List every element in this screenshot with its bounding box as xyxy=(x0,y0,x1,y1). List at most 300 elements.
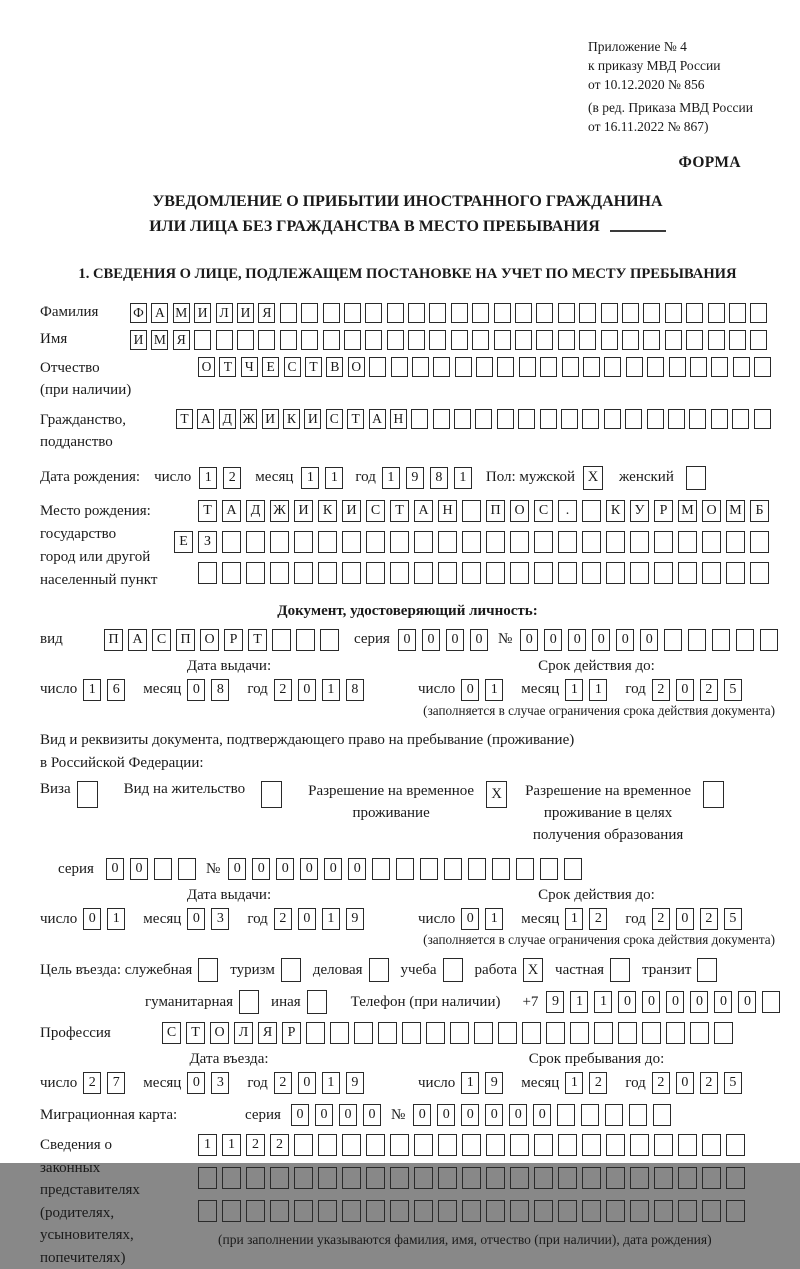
entry-day-boxes[interactable] xyxy=(83,1072,131,1094)
citizenship-boxes[interactable] xyxy=(176,409,775,429)
char-box: 0 xyxy=(298,908,316,930)
purpose-business-label: деловая xyxy=(312,961,363,978)
char-box xyxy=(270,1200,289,1222)
char-box: Н xyxy=(438,500,457,522)
section1-heading: 1. СВЕДЕНИЯ О ЛИЦЕ, ПОДЛЕЖАЩЕМ ПОСТАНОВКЕ НА УЧЕТ ПО МЕСТУ ПРЕБЫВАНИЯ xyxy=(78,265,737,282)
char-box xyxy=(604,357,621,377)
limit-note: (заполняется в случае ограничения срока действия документа) xyxy=(423,702,775,718)
char-box xyxy=(643,330,660,350)
purpose-other-checkbox[interactable] xyxy=(307,990,327,1014)
char-box: И xyxy=(130,330,147,350)
res-issue-month-boxes[interactable] xyxy=(187,908,235,930)
char-box xyxy=(726,562,745,584)
guardians-label-line: (родителях, xyxy=(40,1204,115,1221)
char-box xyxy=(390,1200,409,1222)
temp-residence-edu-line1: Разрешение на временное xyxy=(525,783,692,800)
char-box: 0 xyxy=(676,1072,694,1094)
char-box xyxy=(582,562,601,584)
char-box: И xyxy=(237,303,254,323)
char-box: Е xyxy=(262,357,279,377)
purpose-study-checkbox[interactable] xyxy=(443,958,463,982)
doc-type-label: вид xyxy=(40,631,63,648)
char-box xyxy=(378,1022,397,1044)
char-box xyxy=(154,858,172,880)
visa-checkbox[interactable] xyxy=(77,781,98,808)
purpose-humanitarian-checkbox[interactable] xyxy=(239,990,259,1014)
char-box xyxy=(342,1167,361,1189)
char-box: Н xyxy=(390,409,407,429)
char-box xyxy=(534,562,553,584)
res-issue-group xyxy=(40,908,418,930)
char-box: О xyxy=(510,500,529,522)
char-box xyxy=(294,531,313,553)
res-issue-col xyxy=(40,887,418,930)
purpose-private-label: частная xyxy=(555,961,605,978)
guardians-note: (при заполнении указываются фамилия, имя, отчество (при наличии), дата рождения) xyxy=(218,1232,712,1248)
mig-number-boxes[interactable] xyxy=(413,1104,677,1126)
res-series-boxes[interactable] xyxy=(106,858,202,880)
char-box: 5 xyxy=(724,1072,742,1094)
char-box xyxy=(630,562,649,584)
char-box xyxy=(626,357,643,377)
char-box xyxy=(330,1022,349,1044)
char-box: А xyxy=(222,500,241,522)
profession-boxes[interactable] xyxy=(162,1022,738,1044)
char-box: 1 xyxy=(461,1072,479,1094)
char-box: Ф xyxy=(130,303,147,323)
char-box xyxy=(438,1134,457,1156)
char-box xyxy=(468,858,486,880)
char-box: 1 xyxy=(301,467,319,489)
char-box xyxy=(194,330,211,350)
char-box xyxy=(711,409,728,429)
char-box xyxy=(438,562,457,584)
char-box xyxy=(665,330,682,350)
char-box xyxy=(558,1167,577,1189)
guardians-row3-boxes[interactable] xyxy=(198,1200,750,1222)
char-box xyxy=(438,1167,457,1189)
char-box: 0 xyxy=(714,991,732,1013)
char-box xyxy=(582,500,601,522)
char-box: 9 xyxy=(406,467,424,489)
surname-boxes[interactable] xyxy=(130,303,772,323)
day-label: число xyxy=(418,1074,456,1091)
birth-place-row1-boxes[interactable] xyxy=(198,500,774,522)
char-box xyxy=(702,1167,721,1189)
stay-until-group xyxy=(418,1072,775,1094)
char-box: 0 xyxy=(187,1072,205,1094)
doc-number-sign: № xyxy=(497,631,513,648)
char-box: Д xyxy=(246,500,265,522)
char-box: К xyxy=(606,500,625,522)
char-box xyxy=(270,531,289,553)
char-box: 0 xyxy=(413,1104,431,1126)
guardians-row2-boxes[interactable] xyxy=(198,1167,750,1189)
char-box xyxy=(372,858,390,880)
char-box xyxy=(246,531,265,553)
char-box: Т xyxy=(186,1022,205,1044)
char-box xyxy=(246,1167,265,1189)
char-box: З xyxy=(198,531,217,553)
char-box xyxy=(318,562,337,584)
char-box xyxy=(750,303,767,323)
char-box: 2 xyxy=(652,1072,670,1094)
char-box xyxy=(366,1167,385,1189)
char-box: 0 xyxy=(592,629,610,651)
char-box: М xyxy=(151,330,168,350)
issue-date-header: Дата выдачи: xyxy=(186,887,272,904)
entry-date-header: Дата въезда: xyxy=(189,1051,269,1068)
char-box xyxy=(318,1167,337,1189)
char-box xyxy=(558,303,575,323)
char-box: 2 xyxy=(652,908,670,930)
mig-series-boxes[interactable] xyxy=(291,1104,387,1126)
char-box: Т xyxy=(390,500,409,522)
char-box xyxy=(534,1200,553,1222)
char-box: 9 xyxy=(346,908,364,930)
char-box xyxy=(540,409,557,429)
birth-date-label: Дата рождения: xyxy=(40,469,141,486)
res-number-boxes[interactable] xyxy=(228,858,588,880)
char-box xyxy=(579,303,596,323)
char-box: 1 xyxy=(485,679,503,701)
char-box xyxy=(729,330,746,350)
doc-valid-month-boxes[interactable] xyxy=(565,679,613,701)
char-box xyxy=(402,1022,421,1044)
char-box xyxy=(270,1167,289,1189)
res-valid-month-boxes[interactable] xyxy=(565,908,613,930)
char-box: 0 xyxy=(461,1104,479,1126)
char-box: О xyxy=(210,1022,229,1044)
char-box: 0 xyxy=(339,1104,357,1126)
phone-boxes[interactable] xyxy=(546,991,786,1013)
char-box xyxy=(462,1167,481,1189)
char-box xyxy=(647,409,664,429)
char-box xyxy=(390,531,409,553)
char-box: 0 xyxy=(470,629,488,651)
valid-until-header: Срок действия до: xyxy=(538,657,655,674)
year-label: год xyxy=(625,681,646,698)
char-box xyxy=(451,303,468,323)
char-box: 0 xyxy=(252,858,270,880)
char-box xyxy=(294,1200,313,1222)
month-label: месяц xyxy=(521,1074,560,1091)
guardians-label-line: Сведения о xyxy=(40,1137,112,1154)
birth-place-row2-boxes[interactable] xyxy=(174,531,774,553)
doc-valid-day-boxes[interactable] xyxy=(461,679,509,701)
char-box: 2 xyxy=(270,1134,289,1156)
char-box xyxy=(726,1167,745,1189)
guardians-label-line: законных xyxy=(40,1159,101,1176)
res-valid-year-boxes[interactable] xyxy=(652,908,748,930)
month-label: месяц xyxy=(143,1074,182,1091)
revision-line: (в ред. Приказа МВД России xyxy=(588,99,753,115)
entry-month-boxes[interactable] xyxy=(187,1072,235,1094)
char-box: О xyxy=(200,629,219,651)
char-box xyxy=(414,1134,433,1156)
char-box xyxy=(414,1200,433,1222)
purpose-row2 xyxy=(145,990,775,1014)
char-box xyxy=(562,357,579,377)
residence-doc-line1: Вид и реквизиты документа, подтверждающего право на пребывание (проживание) xyxy=(40,731,575,748)
char-box xyxy=(408,303,425,323)
char-box: 9 xyxy=(485,1072,503,1094)
char-box xyxy=(604,409,621,429)
char-box xyxy=(601,330,618,350)
char-box xyxy=(678,1134,697,1156)
char-box: М xyxy=(678,500,697,522)
purpose-transit-label: транзит xyxy=(642,961,692,978)
purpose-official-checkbox[interactable] xyxy=(198,958,218,982)
char-box xyxy=(540,858,558,880)
citizenship-label-line1: Гражданство, xyxy=(40,411,127,428)
char-box: Ж xyxy=(270,500,289,522)
char-box xyxy=(582,409,599,429)
stay-year-boxes[interactable] xyxy=(652,1072,748,1094)
guardians-row1-boxes[interactable] xyxy=(198,1134,750,1156)
char-box xyxy=(516,858,534,880)
char-box: 0 xyxy=(676,679,694,701)
birth-place-label-line: государство xyxy=(40,525,117,542)
char-box xyxy=(414,1167,433,1189)
char-box: 1 xyxy=(382,467,400,489)
char-box xyxy=(534,1167,553,1189)
month-label: месяц xyxy=(143,910,182,927)
res-number-sign: № xyxy=(205,860,221,877)
char-box xyxy=(762,991,780,1013)
char-box: 0 xyxy=(738,991,756,1013)
char-box xyxy=(237,330,254,350)
year-label: год xyxy=(355,469,376,486)
res-valid-day-boxes[interactable] xyxy=(461,908,509,930)
char-box xyxy=(426,1022,445,1044)
char-box: И xyxy=(194,303,211,323)
char-box xyxy=(702,562,721,584)
char-box xyxy=(387,303,404,323)
char-box: 6 xyxy=(107,679,125,701)
char-box xyxy=(497,357,514,377)
purpose-row xyxy=(40,958,775,982)
purpose-business-checkbox[interactable] xyxy=(369,958,389,982)
char-box xyxy=(438,1200,457,1222)
char-box xyxy=(690,357,707,377)
char-box: 1 xyxy=(199,467,217,489)
char-box xyxy=(492,858,510,880)
char-box xyxy=(733,357,750,377)
char-box xyxy=(678,562,697,584)
char-box xyxy=(296,629,315,651)
name-boxes[interactable] xyxy=(130,330,772,350)
residence-permit-checkbox[interactable] xyxy=(261,781,282,808)
temp-residence-label xyxy=(308,781,474,825)
doc-dates-pair xyxy=(40,658,775,701)
res-issue-day-boxes[interactable] xyxy=(83,908,131,930)
temp-residence-checkbox[interactable]: X xyxy=(486,781,507,808)
patronymic-boxes[interactable] xyxy=(198,357,776,377)
patronymic-label-line1: Отчество xyxy=(40,359,100,376)
char-box xyxy=(476,357,493,377)
stay-month-boxes[interactable] xyxy=(565,1072,613,1094)
char-box xyxy=(750,330,767,350)
birth-month-boxes[interactable] xyxy=(301,467,349,489)
char-box xyxy=(498,1022,517,1044)
char-box xyxy=(708,330,725,350)
entry-year-boxes[interactable] xyxy=(274,1072,370,1094)
char-box: 0 xyxy=(568,629,586,651)
char-box: И xyxy=(262,409,279,429)
char-box xyxy=(486,1200,505,1222)
birth-place-row3-boxes[interactable] xyxy=(198,562,774,584)
birth-day-boxes[interactable] xyxy=(199,467,247,489)
char-box xyxy=(729,303,746,323)
char-box xyxy=(686,303,703,323)
day-label: число xyxy=(40,910,78,927)
purpose-private-checkbox[interactable] xyxy=(610,958,630,982)
char-box xyxy=(390,562,409,584)
char-box: 3 xyxy=(211,1072,229,1094)
patronymic-label xyxy=(40,357,198,402)
char-box: А xyxy=(197,409,214,429)
char-box: 0 xyxy=(130,858,148,880)
guardians-label-line: представителях xyxy=(40,1182,140,1199)
char-box xyxy=(564,858,582,880)
char-box: 0 xyxy=(446,629,464,651)
char-box: 1 xyxy=(198,1134,217,1156)
char-box: 2 xyxy=(589,908,607,930)
migration-card-label: Миграционная карта: xyxy=(40,1106,178,1123)
doc-type-row xyxy=(40,629,775,651)
char-box: 0 xyxy=(676,908,694,930)
doc-issue-day-boxes[interactable] xyxy=(83,679,131,701)
char-box xyxy=(475,409,492,429)
char-box xyxy=(301,303,318,323)
purpose-official-label: Цель въезда: служебная xyxy=(40,961,193,978)
birth-year-boxes[interactable] xyxy=(382,467,478,489)
char-box xyxy=(344,330,361,350)
char-box: 0 xyxy=(363,1104,381,1126)
char-box: 0 xyxy=(187,679,205,701)
doc-valid-year-boxes[interactable] xyxy=(652,679,748,701)
entry-date-group xyxy=(40,1072,418,1094)
char-box: С xyxy=(162,1022,181,1044)
male-checkbox[interactable]: X xyxy=(583,466,603,490)
char-box xyxy=(390,1167,409,1189)
char-box xyxy=(606,1134,625,1156)
title-blank-underline xyxy=(610,214,666,231)
char-box: 0 xyxy=(640,629,658,651)
day-label: число xyxy=(418,910,456,927)
guardians-rows xyxy=(198,1134,775,1248)
doc-type-boxes[interactable] xyxy=(104,629,344,651)
char-box: 2 xyxy=(700,679,718,701)
char-box xyxy=(726,1200,745,1222)
char-box xyxy=(630,1200,649,1222)
char-box xyxy=(462,500,481,522)
char-box xyxy=(622,303,639,323)
char-box xyxy=(222,531,241,553)
purpose-transit-checkbox[interactable] xyxy=(697,958,717,982)
char-box xyxy=(606,1167,625,1189)
char-box xyxy=(472,303,489,323)
doc-issue-month-boxes[interactable] xyxy=(187,679,235,701)
char-box xyxy=(510,1134,529,1156)
char-box xyxy=(582,1200,601,1222)
entry-date-col xyxy=(40,1051,418,1094)
char-box: Т xyxy=(347,409,364,429)
char-box xyxy=(318,1134,337,1156)
char-box: 0 xyxy=(533,1104,551,1126)
char-box xyxy=(387,330,404,350)
char-box xyxy=(654,1134,673,1156)
char-box: 8 xyxy=(346,679,364,701)
char-box xyxy=(519,357,536,377)
char-box: 1 xyxy=(565,908,583,930)
char-box xyxy=(462,1134,481,1156)
char-box xyxy=(323,330,340,350)
female-checkbox[interactable] xyxy=(686,466,706,490)
char-box xyxy=(198,1200,217,1222)
stay-until-col xyxy=(418,1051,775,1094)
char-box xyxy=(570,1022,589,1044)
citizenship-label xyxy=(40,409,176,454)
patronymic-label-line2: (при наличии) xyxy=(40,382,132,399)
temp-residence-edu-checkbox[interactable] xyxy=(703,781,724,808)
char-box xyxy=(429,330,446,350)
doc-issue-year-boxes[interactable] xyxy=(274,679,370,701)
char-box xyxy=(510,531,529,553)
doc-number-boxes[interactable] xyxy=(520,629,784,651)
form-title-line1: УВЕДОМЛЕНИЕ О ПРИБЫТИИ ИНОСТРАННОГО ГРАЖДАНИНА xyxy=(152,193,663,211)
surname-row xyxy=(40,303,775,323)
year-label: год xyxy=(625,1074,646,1091)
char-box xyxy=(750,531,769,553)
char-box xyxy=(294,1167,313,1189)
birth-place-block xyxy=(40,500,775,593)
char-box: Т xyxy=(305,357,322,377)
char-box xyxy=(270,562,289,584)
char-box: А xyxy=(414,500,433,522)
res-valid-group xyxy=(418,908,775,930)
char-box: У xyxy=(630,500,649,522)
form-title-line2-text: ИЛИ ЛИЦА БЕЗ ГРАЖДАНСТВА В МЕСТО ПРЕБЫВАНИЯ xyxy=(149,218,600,236)
purpose-tourism-label: туризм xyxy=(230,961,275,978)
surname-label: Фамилия xyxy=(40,304,99,321)
char-box: 2 xyxy=(700,908,718,930)
sex-male-label: Пол: мужской xyxy=(485,469,576,486)
year-label: год xyxy=(247,1074,268,1091)
char-box xyxy=(561,409,578,429)
purpose-tourism-checkbox[interactable] xyxy=(281,958,301,982)
char-box xyxy=(366,1134,385,1156)
doc-series-boxes[interactable] xyxy=(398,629,494,651)
stay-day-boxes[interactable] xyxy=(461,1072,509,1094)
char-box: Т xyxy=(248,629,267,651)
purpose-work-checkbox[interactable]: X xyxy=(523,958,543,982)
month-label: месяц xyxy=(143,681,182,698)
char-box: А xyxy=(369,409,386,429)
char-box: 2 xyxy=(274,1072,292,1094)
char-box: Я xyxy=(173,330,190,350)
char-box: Т xyxy=(176,409,193,429)
char-box xyxy=(344,303,361,323)
char-box: 0 xyxy=(461,908,479,930)
char-box: . xyxy=(558,500,577,522)
res-issue-year-boxes[interactable] xyxy=(274,908,370,930)
char-box xyxy=(396,858,414,880)
char-box xyxy=(643,303,660,323)
char-box: 0 xyxy=(228,858,246,880)
char-box xyxy=(391,357,408,377)
